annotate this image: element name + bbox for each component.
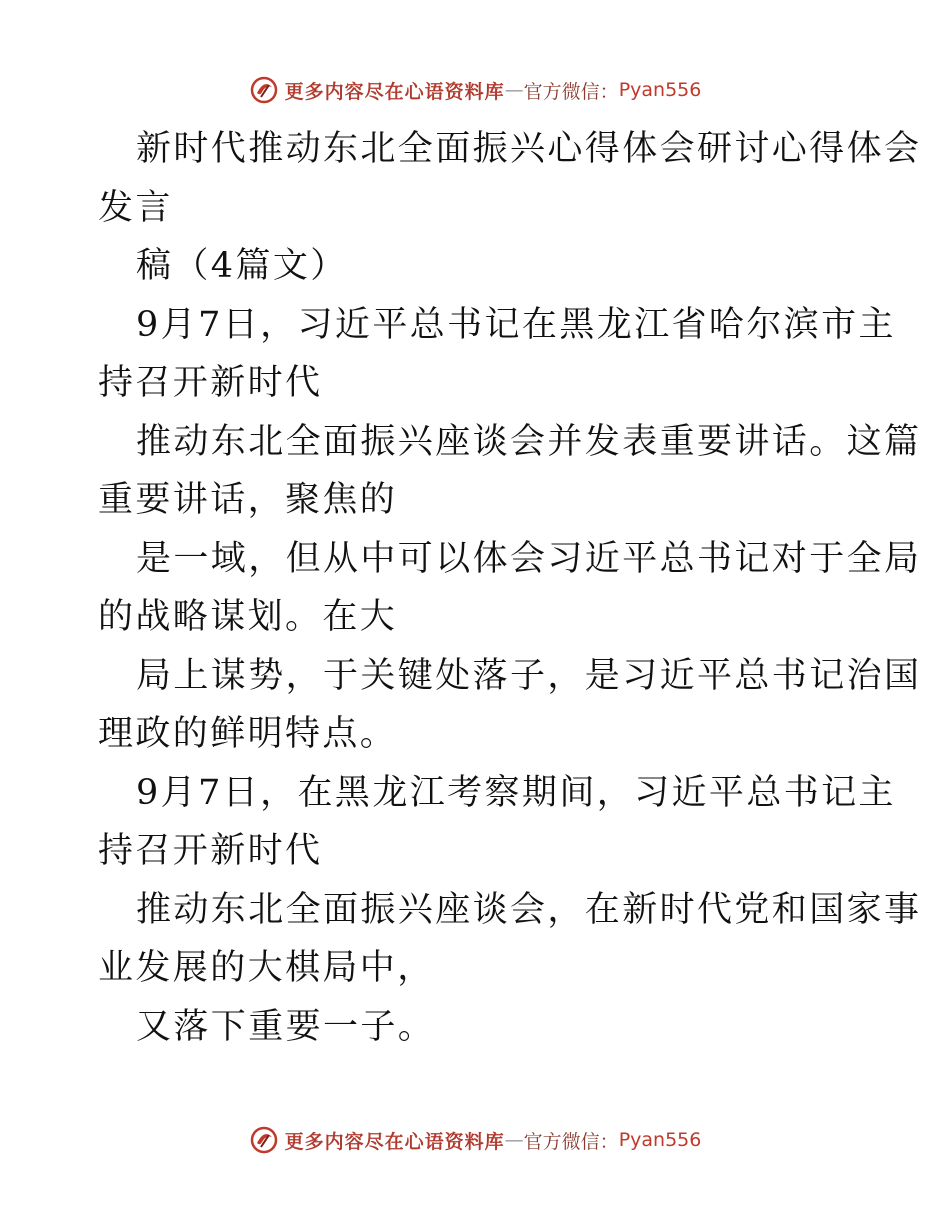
body-text-line: 的战略谋划。在大 <box>98 597 398 637</box>
footer-brand-text: 更多内容尽在心语资料库 <box>284 1130 505 1153</box>
body-text-line: 9月7日，习近平总书记在黑龙江省哈尔滨市主 <box>136 304 896 345</box>
body-text-line: 推动东北全面振兴座谈会，在新时代党和国家事 <box>136 889 922 930</box>
body-text-line: 稿（4篇文） <box>136 246 348 286</box>
body-text-line: 推动东北全面振兴座谈会并发表重要讲话。这篇 <box>136 421 922 462</box>
footer-banner <box>0 1122 950 1158</box>
footer-wechat-id: Pyan556 <box>618 1129 702 1151</box>
body-text-line: 新时代推动东北全面振兴心得体会研讨心得体会 <box>136 129 922 169</box>
swirl-logo-icon <box>249 75 279 105</box>
body-text-line: 是一域，但从中可以体会习近平总书记对于全局 <box>136 538 922 579</box>
body-text-line: 持召开新时代 <box>98 831 323 871</box>
body-text-line: 重要讲话，聚焦的 <box>98 480 398 520</box>
footer-wechat-label: 官方微信： <box>523 1130 619 1153</box>
body-text-line: 又落下重要一子。 <box>136 1006 436 1047</box>
body-text-line: 9月7日，在黑龙江考察期间，习近平总书记主 <box>136 772 896 813</box>
header-dash: — <box>504 79 524 101</box>
body-text-line: 业发展的大棋局中， <box>98 948 435 988</box>
body-text-line: 局上谋势，于关键处落子，是习近平总书记治国 <box>136 655 922 696</box>
body-text-line: 持召开新时代 <box>98 363 323 403</box>
document-body <box>98 120 922 1056</box>
header-wechat-id: Pyan556 <box>618 79 702 101</box>
header-brand-text: 更多内容尽在心语资料库 <box>284 80 505 103</box>
header-wechat-label: 官方微信： <box>523 80 619 103</box>
header-banner <box>0 72 950 108</box>
body-text-line: 发言 <box>98 187 173 228</box>
footer-dash: — <box>504 1129 524 1151</box>
swirl-logo-icon <box>249 1125 279 1155</box>
body-text-line: 理政的鲜明特点。 <box>98 714 398 754</box>
